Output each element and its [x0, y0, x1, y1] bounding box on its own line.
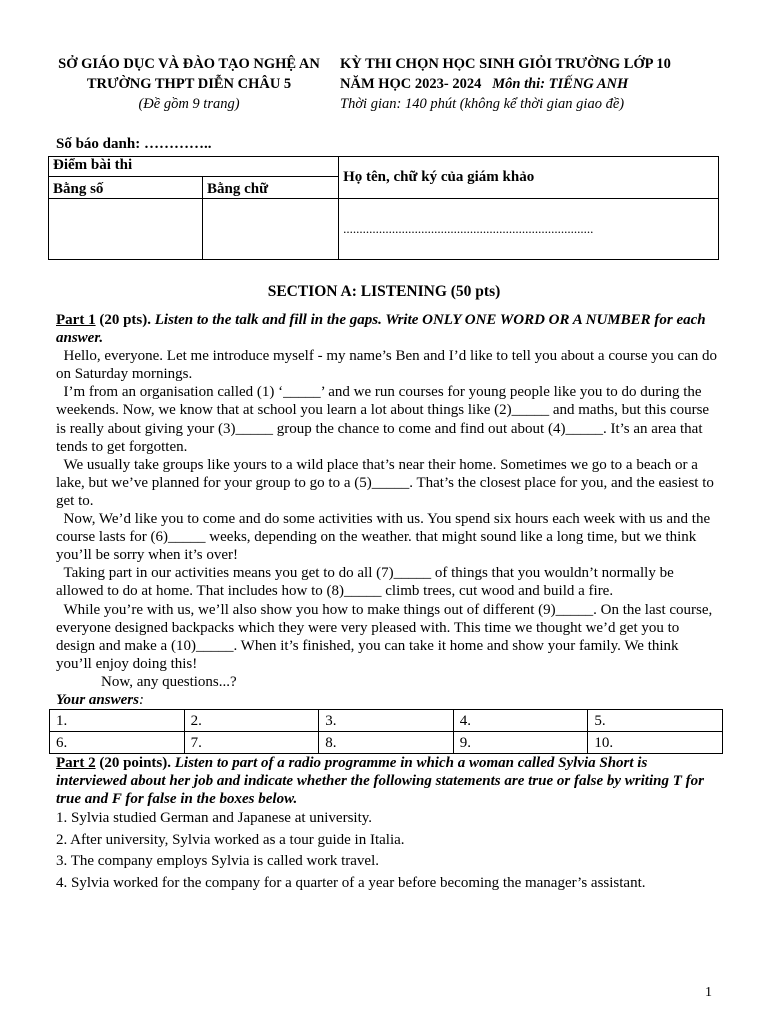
score-table: [48, 156, 719, 260]
part2-instruction: Listen to part of a radio programme in which a woman called Sylvia Short is interviewed about her job and indicate whether the following statements are true or false by writing T for true and F for false in the boxes below.: [56, 755, 704, 808]
exam-time: Thời gian: 140 phút (không kể thời gian giao đề): [340, 96, 625, 112]
part2-title: Part 2: [56, 755, 96, 772]
part1-heading: [56, 311, 718, 347]
school-year: NĂM HỌC 2023- 2024: [340, 76, 482, 92]
examiner-signature-line[interactable]: .............................................................................: [339, 199, 719, 260]
answer-cell-5[interactable]: 5.: [588, 710, 723, 732]
part2-statement: 2. After university, Sylvia worked as a tour guide in Italia.: [56, 831, 405, 848]
part2-statement: 3. The company employs Sylvia is called work travel.: [56, 853, 379, 870]
part1-points: (20 pts).: [95, 312, 155, 328]
table-row: [50, 732, 723, 754]
part1-paragraph: Taking part in our activities means you get to do all (7)_____ of things that you wouldn’t normally be allowed to do at home. That includes how to (8)_____ climb trees, cut wood and build a fire.: [56, 565, 678, 600]
answers-heading: [56, 691, 718, 709]
score-by-words-label: Bằng chữ: [202, 177, 338, 199]
school-name: TRƯỜNG THPT DIỄN CHÂU 5: [86, 76, 292, 92]
exam-year-subject: [340, 74, 740, 94]
answers-label: Your answers: [56, 691, 139, 708]
part2-statement: 1. Sylvia studied German and Japanese at university.: [56, 810, 373, 827]
candidate-number: Số báo danh: …………..: [56, 136, 212, 152]
part1-paragraph: Hello, everyone. Let me introduce myself - my name’s Ben and I’d like to tell you about a course you can do on Saturday mornings.: [56, 348, 721, 383]
exam-body: [56, 311, 721, 894]
part2-statement: 4. Sylvia worked for the company for a quarter of a year before becoming the manager’s assistant.: [56, 874, 646, 891]
page-count-note: (Đề gồm 9 trang): [138, 96, 240, 112]
department-name: SỞ GIÁO DỤC VÀ ĐÀO TẠO NGHỆ AN: [58, 56, 320, 72]
score-by-number-label: Bằng số: [49, 177, 203, 199]
part1-closing: Now, any questions...?: [56, 673, 237, 690]
score-label: Điểm bài thi: [49, 157, 339, 177]
answer-cell-4[interactable]: 4.: [453, 710, 588, 732]
score-by-words-cell[interactable]: [202, 199, 338, 260]
score-by-number-cell[interactable]: [49, 199, 203, 260]
page-number: 1: [705, 985, 712, 1000]
answer-cell-8[interactable]: 8.: [319, 732, 454, 754]
answer-cell-1[interactable]: 1.: [50, 710, 185, 732]
answer-cell-9[interactable]: 9.: [453, 732, 588, 754]
section-a-title: SECTION A: LISTENING (50 pts): [267, 283, 501, 300]
part1-paragraph: Now, We’d like you to come and do some activities with us. You spend six hours each week with us and the course lasts for (6)_____ weeks, depending on the weather. that might sound like a long time, but we think you’ll be sorry when it’s over!: [56, 511, 714, 564]
part1-paragraph: I’m from an organisation called (1) ‘_____’ and we run courses for young people like you to do during the weekends. Now, we know that at school you learn a lot about things like (2)_____ and maths, but this course is really about giving your (3)_____ group the chance to come and find out about (4)_____. It’s an area that tends to get forgotten.: [56, 384, 713, 455]
part1-paragraph: We usually take groups like yours to a wild place that’s near their home. Sometimes we go to a beach or a lake, but we’ve planned for your group to go to a (5)_____. That’s the closest place for you, and the easiest to get to.: [56, 456, 718, 509]
part1-instruction: Listen to the talk and fill in the gaps. Write ONLY ONE WORD OR A NUMBER for each answer.: [56, 312, 706, 347]
exam-info: [340, 54, 740, 114]
examiner-label: Họ tên, chữ ký của giám khảo: [339, 157, 719, 199]
school-info: [44, 54, 334, 114]
exam-subject: Môn thi: TIẾNG ANH: [492, 76, 629, 92]
answer-cell-2[interactable]: 2.: [184, 710, 319, 732]
answer-cell-10[interactable]: 10.: [588, 732, 723, 754]
answer-cell-7[interactable]: 7.: [184, 732, 319, 754]
part2-heading: [56, 754, 718, 808]
answers-colon: :: [138, 691, 144, 708]
part2-points: (20 points).: [95, 755, 175, 772]
table-row: [50, 710, 723, 732]
part1-title: Part 1: [56, 312, 96, 328]
answer-cell-6[interactable]: 6.: [50, 732, 185, 754]
exam-title: KỲ THI CHỌN HỌC SINH GIỎI TRƯỜNG LỚP 10: [340, 56, 671, 72]
answer-cell-3[interactable]: 3.: [319, 710, 454, 732]
answer-table: [49, 709, 723, 754]
part1-paragraph: While you’re with us, we’ll also show you how to make things out of different (9)_____. On the last course, everyone designed backpacks which they were very pleased with. This time we thought we’d get you to design and make a (10)_____. When it’s finished, you can take it home and show your family. We think you’ll enjoy doing this!: [56, 601, 717, 672]
